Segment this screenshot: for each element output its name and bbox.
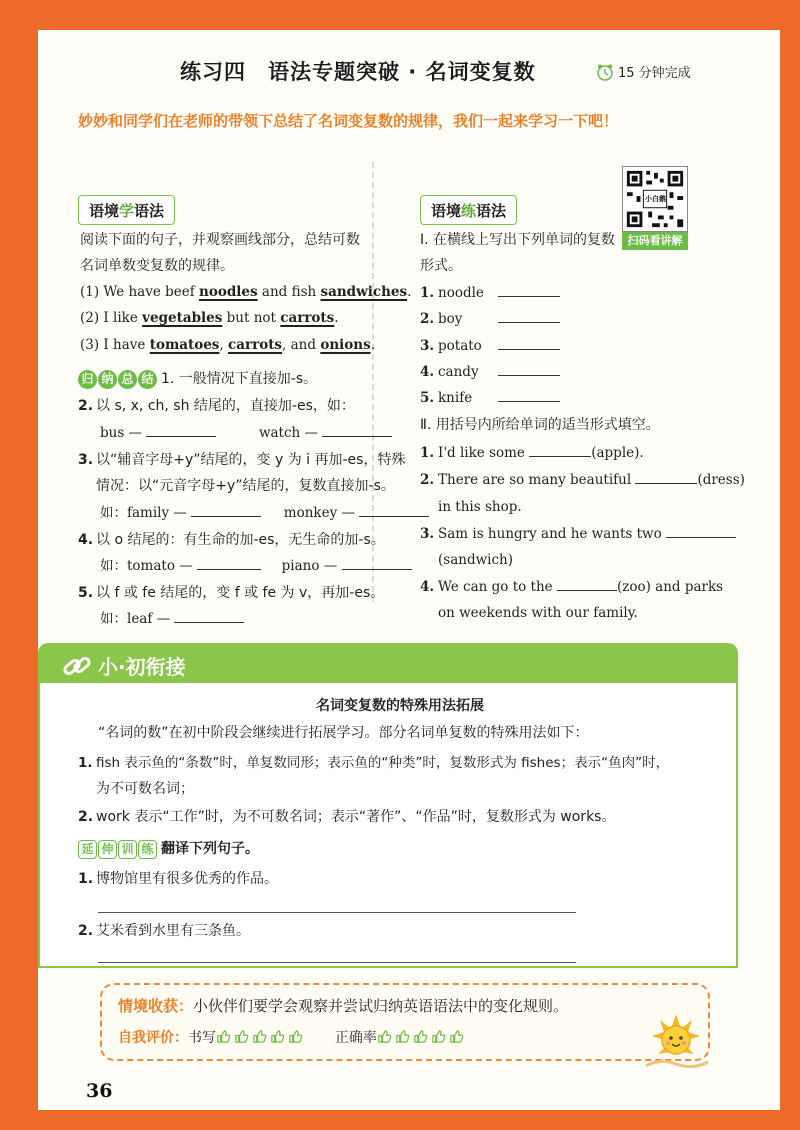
part-1-instruction-cont: 形式。 xyxy=(420,258,462,274)
sun-mascot-icon xyxy=(640,1010,712,1072)
part-1-instruction: Ⅰ. 在横线上写出下列单词的复数 xyxy=(420,232,616,248)
extension-badge: 延 伸 训 练 xyxy=(78,840,157,859)
rule-4: 4. 以 o 结尾的：有生命的加-es，无生命的加-s。 xyxy=(78,532,385,548)
fill-question-1: 1. I'd like some (apple). xyxy=(420,445,644,461)
bridge-banner-text: 小·初衔接 xyxy=(98,655,186,679)
thumbs-up-icon[interactable] xyxy=(449,1029,464,1044)
word-item: 4. candy xyxy=(420,359,560,385)
answer-blank[interactable] xyxy=(666,524,736,538)
self-evaluation xyxy=(118,1025,467,1051)
rule-2-example: bus — watch — xyxy=(100,420,392,446)
example-sentence-1: (1) We have beef noodles and fish sandwiches. xyxy=(80,284,412,300)
thumbs-up-icon[interactable] xyxy=(216,1029,231,1044)
harvest-label: 情境收获： xyxy=(118,997,194,1015)
word-item: 3. potato xyxy=(420,333,560,359)
tag-text: 语法 xyxy=(134,201,165,220)
rule-4-example: 如：tomato — piano — xyxy=(100,553,412,579)
practice-grammar-tag xyxy=(420,195,517,225)
qr-code-label: 扫码看讲解 xyxy=(622,232,688,250)
fill-question-2: 2. There are so many beautiful (dress) xyxy=(420,472,745,488)
extension-instruction: 延 伸 训 练 翻译下列句子。 xyxy=(78,836,259,862)
rule-3-cont: 情况：以“元音字母+y”结尾的，复数直接加-s。 xyxy=(96,478,395,494)
word-item: 5. knife xyxy=(420,385,560,411)
fill-question-4: 4. We can go to the (zoo) and parks xyxy=(420,579,724,595)
tag-text: 语法 xyxy=(476,201,507,220)
summary-badge: 归 纳 总 结 xyxy=(78,370,157,389)
answer-blank[interactable] xyxy=(498,362,560,376)
answer-blank[interactable] xyxy=(498,283,560,297)
page-number: 36 xyxy=(86,1080,113,1102)
tag-highlight: 练 xyxy=(461,201,477,220)
thumbs-up-icon[interactable] xyxy=(252,1029,267,1044)
answer-blank[interactable] xyxy=(635,470,697,484)
clock-icon xyxy=(596,63,614,81)
thumbs-up-icon[interactable] xyxy=(377,1029,392,1044)
learn-grammar-tag xyxy=(78,195,175,225)
fill-question-4-cont: on weekends with our family. xyxy=(438,605,638,621)
fill-question-3-cont: (sandwich) xyxy=(438,552,513,568)
thumbs-up-icon[interactable] xyxy=(270,1029,285,1044)
answer-blank[interactable] xyxy=(529,443,591,457)
accuracy-rating[interactable] xyxy=(377,1030,467,1046)
qr-code[interactable] xyxy=(622,166,688,232)
rule-3-example: 如：family — monkey — xyxy=(100,500,429,526)
tag-text: 语境 xyxy=(431,201,462,220)
summary-rule-1: 归 纳 总 结 1. 一般情况下直接加-s。 xyxy=(78,366,317,392)
bridge-item-1: 1. fish 表示鱼的“条数”时，单复数同形；表示鱼的“种类”时，复数形式为 fishes；表示“鱼肉”时， xyxy=(78,755,670,771)
harvest-text: 小伙伴们要学会观察并尝试归纳英语语法中的变化规则。 xyxy=(193,997,569,1015)
bridge-paragraph: “名词的数”在初中阶段会继续进行拓展学习。部分名词单复数的特殊用法如下： xyxy=(98,725,589,741)
instruction-line: 阅读下面的句子，并观察画线部分，总结可数 xyxy=(80,232,360,248)
instruction-line: 名词单数变复数的规律。 xyxy=(80,258,234,274)
answer-blank[interactable] xyxy=(146,423,216,437)
thumbs-up-icon[interactable] xyxy=(413,1029,428,1044)
word-item: 2. boy xyxy=(420,306,560,332)
bridge-banner-title xyxy=(62,651,186,680)
translate-item-1: 1. 博物馆里有很多优秀的作品。 xyxy=(78,871,278,887)
bridge-heading: 名词变复数的特殊用法拓展 xyxy=(316,698,484,714)
answer-blank[interactable] xyxy=(498,336,560,350)
eval-accuracy-label: 正确率 xyxy=(334,1030,377,1046)
thumbs-up-icon[interactable] xyxy=(234,1029,249,1044)
word-item: 1. noodle xyxy=(420,280,560,306)
intro-text: 妙妙和同学们在老师的带领下总结了名词变复数的规律，我们一起来学习一下吧！ xyxy=(78,112,619,130)
page-title: 练习四 语法专题突破 · 名词变复数 xyxy=(180,60,536,84)
rule-5-example: 如：leaf — xyxy=(100,606,244,632)
rule-2: 2. 以 s, x, ch, sh 结尾的，直接加-es，如： xyxy=(78,398,355,414)
answer-blank[interactable] xyxy=(359,503,429,517)
part-2-instruction: Ⅱ. 用括号内所给单词的适当形式填空。 xyxy=(420,417,660,433)
fill-question-3: 3. Sam is hungry and he wants two xyxy=(420,521,736,547)
bridge-item-2: 2. work 表示“工作”时，为不可数名词；表示“著作”、“作品”时，复数形式为 works。 xyxy=(78,809,616,825)
example-sentence-3: (3) I have tomatoes, carrots, and onions. xyxy=(80,337,375,353)
example-sentence-2: (2) I like vegetables but not carrots. xyxy=(80,310,339,326)
eval-label: 自我评价： xyxy=(118,1030,188,1046)
answer-blank[interactable] xyxy=(322,423,392,437)
answer-line[interactable] xyxy=(98,962,576,963)
fill-question-2-cont: in this shop. xyxy=(438,499,522,515)
tag-highlight: 学 xyxy=(119,201,135,220)
answer-blank[interactable] xyxy=(498,309,560,323)
thumbs-up-icon[interactable] xyxy=(395,1029,410,1044)
harvest-line xyxy=(118,993,568,1019)
eval-writing-label: 书写 xyxy=(188,1030,216,1046)
answer-blank[interactable] xyxy=(557,577,617,591)
qr-center-label: 小白鹅 xyxy=(645,195,666,203)
answer-blank[interactable] xyxy=(197,556,261,570)
answer-blank[interactable] xyxy=(342,556,412,570)
writing-rating[interactable] xyxy=(216,1030,306,1046)
bridge-item-1-cont: 为不可数名词； xyxy=(96,781,194,797)
answer-line[interactable] xyxy=(98,912,576,913)
thumbs-up-icon[interactable] xyxy=(288,1029,303,1044)
rule-5: 5. 以 f 或 fe 结尾的，变 f 或 fe 为 v，再加-es。 xyxy=(78,585,385,601)
answer-blank[interactable] xyxy=(191,503,261,517)
answer-blank[interactable] xyxy=(498,388,560,402)
timer xyxy=(596,62,691,81)
translate-item-2: 2. 艾米看到水里有三条鱼。 xyxy=(78,923,250,939)
rule-3: 3. 以“辅音字母+y”结尾的，变 y 为 i 再加-es，特殊 xyxy=(78,452,406,468)
answer-blank[interactable] xyxy=(174,609,244,623)
tag-text: 语境 xyxy=(89,201,120,220)
timer-text: 15 分钟完成 xyxy=(618,66,691,81)
chain-link-icon xyxy=(62,653,92,679)
thumbs-up-icon[interactable] xyxy=(431,1029,446,1044)
